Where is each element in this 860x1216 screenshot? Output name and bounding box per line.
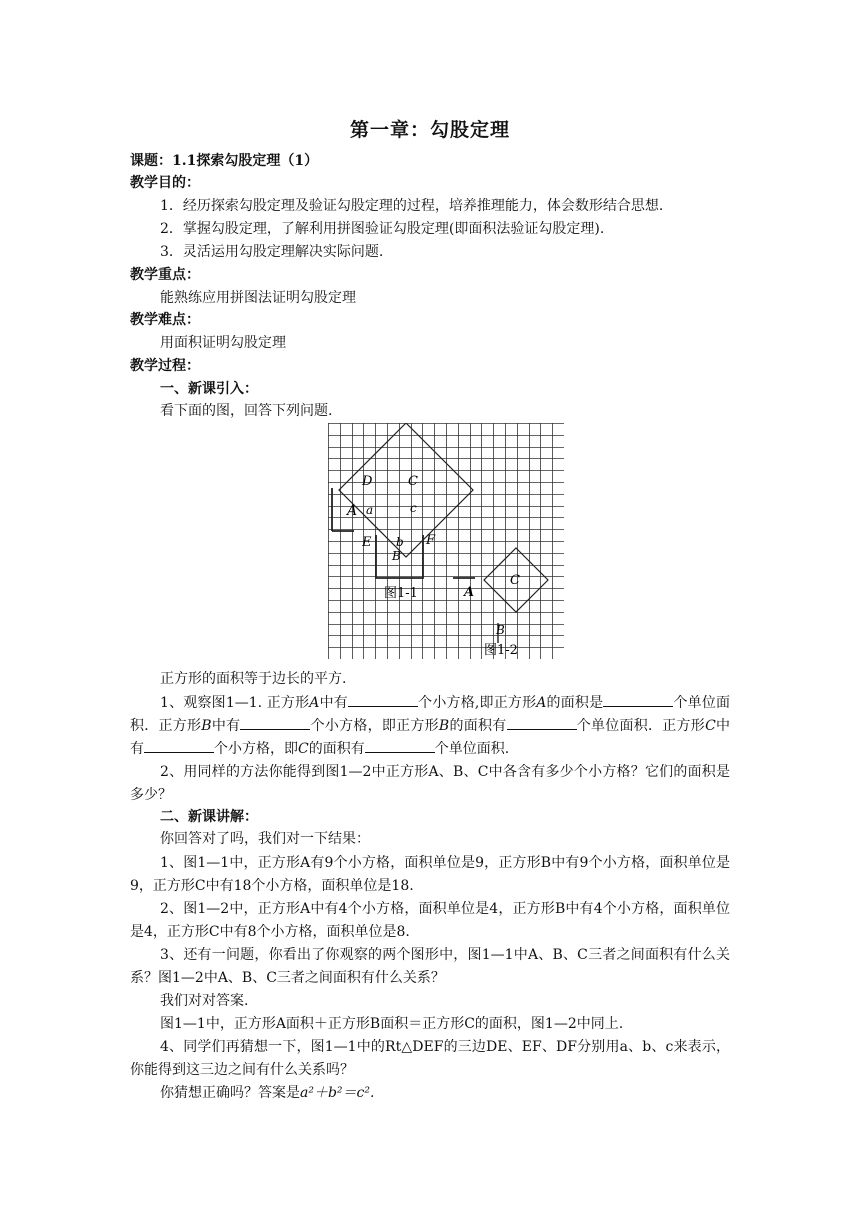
check-text: 你回答对了吗，我们对一下结果：	[160, 831, 370, 847]
label-b: B	[392, 549, 401, 563]
label-a-fig2: A	[464, 585, 475, 600]
question-2: 2、用同样的方法你能得到图1—2中正方形A、B、C中各含有多少个小方格？它们的面积是多少？	[130, 764, 730, 803]
answer-blank[interactable]	[603, 692, 673, 707]
answer-blank[interactable]	[507, 715, 577, 730]
answer-4: 图1—1中，正方形A面积＋正方形B面积＝正方形C的面积，图1—2中同上.	[160, 1016, 624, 1032]
square-c-fig1	[339, 423, 473, 557]
intro-text: 看下面的图，回答下列问题.	[160, 403, 333, 419]
section-heading-lecture: 二、新课讲解：	[160, 809, 258, 825]
label-b-small: b	[396, 535, 404, 549]
answer-blank[interactable]	[144, 738, 214, 753]
chapter-title: 第一章：勾股定理	[349, 119, 510, 141]
label-a-small: a	[366, 503, 374, 517]
label-c-small: c	[410, 501, 417, 515]
label-e: E	[362, 535, 372, 550]
lesson-title: 课题：1.1探索勾股定理（1）	[130, 153, 319, 169]
key-points-text: 能熟练应用拼图法证明勾股定理	[160, 290, 356, 306]
pythagorean-formula: a²＋b²＝c².	[300, 1085, 375, 1101]
objective-item: 3．灵活运用勾股定理解决实际问题.	[160, 244, 384, 260]
label-c: C	[408, 474, 418, 489]
label-d: D	[362, 474, 373, 489]
difficulty-text: 用面积证明勾股定理	[160, 335, 286, 351]
answer-2: 2、图1—2中，正方形A中有4个小方格，面积单位是4，正方形B中有4个小方格，面积单位是4，正方形C中有8个小方格，面积单位是8.	[130, 901, 730, 940]
process-heading: 教学过程：	[130, 358, 200, 374]
answer-1: 1、图1—1中，正方形A有9个小方格，面积单位是9，正方形B中有9个小方格，面积单位是9，正方形C中有18个小方格，面积单位是18.	[130, 855, 730, 894]
section-heading-intro: 一、新课引入：	[160, 381, 258, 397]
caption-fig1-1: 图1-1	[384, 586, 418, 601]
answer-5: 4、同学们再猜想一下，图1—1中的Rt△DEF的三边DE、EF、DF分别用a、b、c来表示，你能得到这三边之间有什么关系吗？	[130, 1039, 730, 1078]
label-a: A	[347, 503, 358, 519]
final-answer: 你猜想正确吗？答案是a²＋b²＝c².	[160, 1085, 375, 1101]
objective-item: 1．经历探索勾股定理及验证勾股定理的过程，培养推理能力，体会数形结合思想.	[160, 198, 664, 214]
answer-blank[interactable]	[365, 738, 435, 753]
area-note: 正方形的面积等于边长的平方.	[160, 671, 347, 687]
objective-item: 2．掌握勾股定理，了解利用拼图验证勾股定理(即面积法验证勾股定理).	[160, 221, 605, 237]
question-1: 1、观察图1—1. 正方形A中有 个小方格,即正方形A的面积是 个单位面积．正方形B中有 个小方格，即正方形B的面积有 个单位面积．正方形C中有 个小方格，即C的面积有 个单位面积.	[130, 692, 730, 761]
answer-blank[interactable]	[240, 715, 310, 730]
key-points-heading: 教学重点：	[130, 267, 200, 283]
answer-3: 3、还有一问题，你看出了你观察的两个图形中，图1—1中A、B、C三者之间面积有什么关系？图1—2中A、B、C三者之间面积有什么关系？	[130, 947, 730, 986]
label-b-fig2: B	[496, 623, 505, 637]
check-text-2: 我们对对答案.	[160, 993, 249, 1009]
label-f: F	[426, 533, 436, 548]
label-c-fig2: C	[510, 573, 520, 588]
difficulty-heading: 教学难点：	[130, 312, 200, 328]
answer-blank[interactable]	[348, 692, 418, 707]
grid-figure	[328, 423, 564, 659]
caption-fig1-2: 图1-2	[484, 643, 518, 658]
objectives-heading: 教学目的：	[130, 175, 200, 191]
